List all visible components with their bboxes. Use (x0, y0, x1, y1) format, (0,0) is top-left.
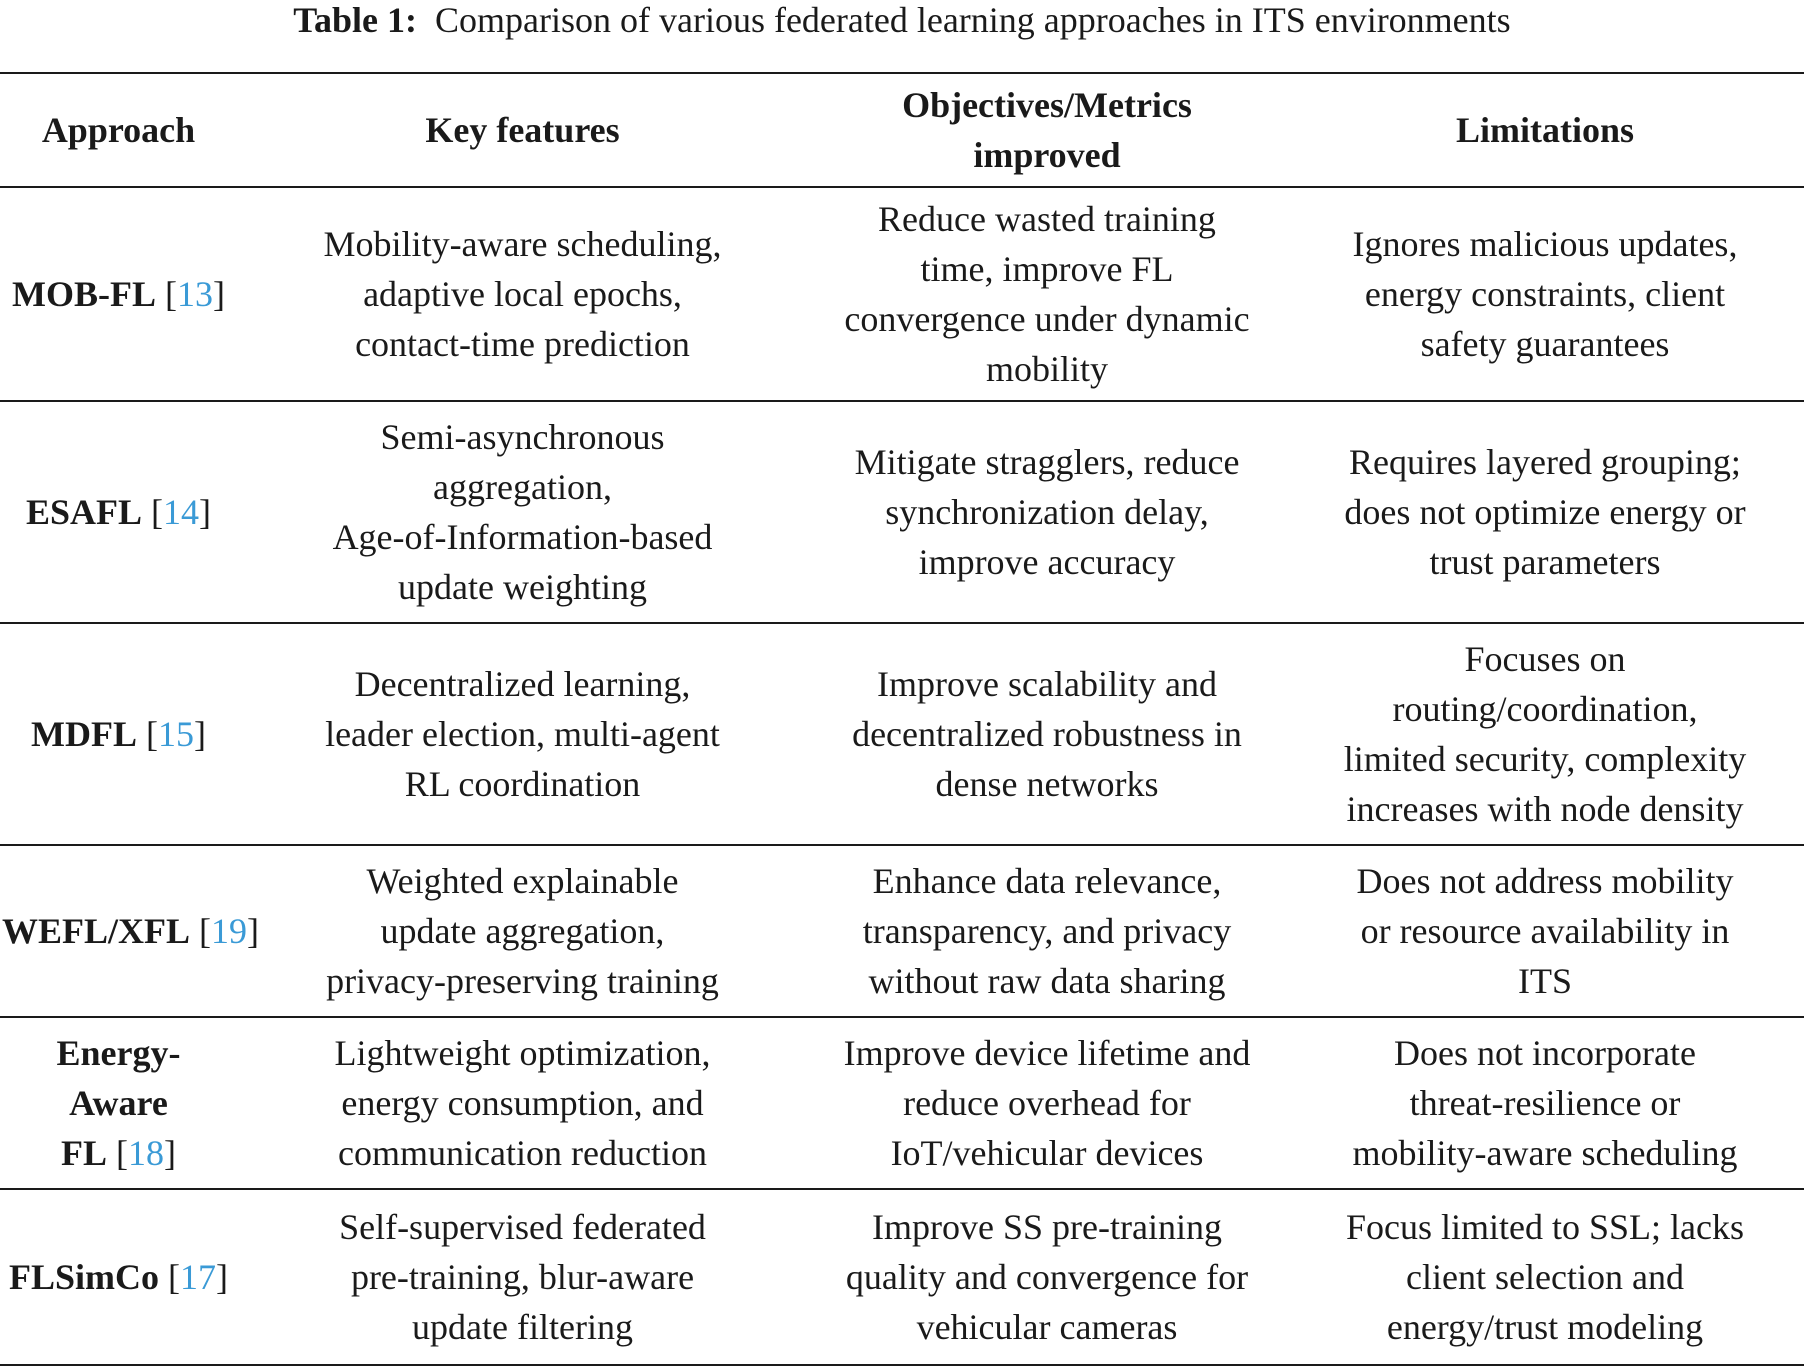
cell-line: Age-of-Information-based (332, 517, 713, 557)
cell-line: adaptive local epochs, (363, 274, 682, 314)
cell-line: RL coordination (404, 764, 641, 804)
header-objectives-line: Objectives/Metrics (902, 85, 1192, 125)
cell-line: contact-time prediction (355, 324, 690, 364)
cell-line: does not optimize energy or (1344, 492, 1746, 532)
approach-line (2, 1078, 235, 1128)
cell-objectives (808, 1189, 1286, 1365)
cell-approach (0, 623, 237, 845)
cell-key-features (237, 1017, 808, 1189)
cell-line: aggregation, (433, 467, 612, 507)
cell-line: ITS (1518, 961, 1572, 1001)
cell-line: trust parameters (1429, 542, 1661, 582)
cell-line: routing/coordination, (1392, 689, 1698, 729)
cell-approach (0, 401, 237, 623)
cell-line: update filtering (412, 1307, 633, 1347)
citation-link[interactable]: 17 (180, 1257, 216, 1297)
cell-line: vehicular cameras (916, 1307, 1178, 1347)
approach-line: WEFL/XFL [19] (2, 911, 260, 951)
approach-line: ESAFL [14] (25, 492, 212, 532)
cell-line: update aggregation, (380, 911, 665, 951)
cell-line: communication reduction (338, 1133, 707, 1173)
approach-line (2, 1028, 235, 1078)
cell-objectives (808, 845, 1286, 1017)
cell-line: Decentralized learning, (354, 664, 691, 704)
header-key-features: Key features (425, 110, 620, 150)
cell-line: increases with node density (1346, 789, 1744, 829)
cell-line: quality and convergence for (845, 1257, 1249, 1297)
table-row (0, 1189, 1804, 1365)
cell-line: energy/trust modeling (1386, 1307, 1704, 1347)
cell-line: Improve scalability and (877, 664, 1217, 704)
approach-line: MOB-FL [13] (12, 274, 225, 314)
cell-approach (0, 1017, 237, 1189)
cell-line: reduce overhead for (903, 1083, 1191, 1123)
cell-line: threat-resilience or (1409, 1083, 1681, 1123)
table-row (0, 401, 1804, 623)
citation-link[interactable]: 18 (128, 1133, 164, 1173)
table-caption (0, 0, 1804, 40)
cell-line: IoT/vehicular devices (890, 1133, 1204, 1173)
cell-line: time, improve FL (920, 249, 1174, 289)
approach-line: FLSimCo [17] (8, 1257, 228, 1297)
cell-line: Does not incorporate (1394, 1033, 1696, 1073)
cell-line: Focus limited to SSL; lacks (1345, 1207, 1744, 1247)
cell-line: client selection and (1406, 1257, 1684, 1297)
cell-objectives (808, 623, 1286, 845)
cell-line: improve accuracy (918, 542, 1176, 582)
citation-link[interactable]: 15 (157, 714, 194, 754)
approach-name: Aware (69, 1083, 168, 1123)
cell-line: convergence under dynamic (844, 299, 1250, 339)
cell-line: Improve SS pre-training (872, 1207, 1222, 1247)
cell-line: safety guarantees (1420, 324, 1670, 364)
cell-objectives (808, 1017, 1286, 1189)
cell-line: energy constraints, client (1364, 274, 1726, 314)
citation-link[interactable]: 13 (176, 274, 213, 314)
cell-line: Reduce wasted training (878, 199, 1216, 239)
table-row (0, 845, 1804, 1017)
cell-line: Weighted explainable (366, 861, 679, 901)
cell-line: without raw data sharing (868, 961, 1226, 1001)
table-caption-label: Table 1: (293, 0, 417, 40)
cell-key-features (237, 401, 808, 623)
cell-limitations (1286, 1017, 1804, 1189)
cell-line: Focuses on (1464, 639, 1626, 679)
table-header-row (0, 73, 1804, 187)
cell-line: mobility-aware scheduling (1352, 1133, 1738, 1173)
cell-key-features (237, 845, 808, 1017)
cell-limitations (1286, 623, 1804, 845)
cell-key-features (237, 1189, 808, 1365)
approach-name: FL (60, 1133, 107, 1173)
cell-line: limited security, complexity (1343, 739, 1747, 779)
cell-line: leader election, multi-agent (325, 714, 720, 754)
cell-line: Enhance data relevance, (872, 861, 1222, 901)
approach-name: Energy- (56, 1033, 181, 1073)
cell-approach (0, 1189, 237, 1365)
header-objectives-line: improved (973, 135, 1121, 175)
citation-link[interactable]: 14 (163, 492, 200, 532)
cell-line: synchronization delay, (885, 492, 1209, 532)
table-row (0, 1017, 1804, 1189)
cell-line: mobility (985, 349, 1108, 389)
cell-line: Ignores malicious updates, (1352, 224, 1738, 264)
approach-line: MDFL [15] (31, 714, 206, 754)
cell-approach (0, 187, 237, 401)
header-approach: Approach (41, 110, 196, 150)
cell-limitations (1286, 401, 1804, 623)
cell-line: Mitigate stragglers, reduce (854, 442, 1240, 482)
cell-limitations (1286, 1189, 1804, 1365)
cell-key-features (237, 623, 808, 845)
comparison-table (0, 72, 1804, 1366)
table-body (0, 187, 1804, 1365)
cell-limitations (1286, 845, 1804, 1017)
cell-line: Lightweight optimization, (334, 1033, 711, 1073)
cell-limitations (1286, 187, 1804, 401)
cell-objectives (808, 187, 1286, 401)
cell-line: dense networks (935, 764, 1159, 804)
approach-name: MOB-FL (12, 274, 156, 314)
cell-line: Mobility-aware scheduling, (323, 224, 722, 264)
cell-line: Does not address mobility (1356, 861, 1734, 901)
cell-line: update weighting (398, 567, 647, 607)
cell-line: or resource availability in (1360, 911, 1730, 951)
cell-line: Semi-asynchronous (380, 417, 665, 457)
cell-line: privacy-preserving training (326, 961, 719, 1001)
cell-line: Improve device lifetime and (843, 1033, 1251, 1073)
cell-line: pre-training, blur-aware (350, 1257, 695, 1297)
header-objectives (808, 73, 1286, 187)
table-row (0, 623, 1804, 845)
header-limitations: Limitations (1455, 110, 1634, 150)
cell-line: energy consumption, and (341, 1083, 704, 1123)
cell-line: Requires layered grouping; (1349, 442, 1741, 482)
citation-link[interactable]: 19 (211, 911, 248, 951)
approach-line: FL [18] (60, 1133, 176, 1173)
cell-line: Self-supervised federated (339, 1207, 706, 1247)
approach-name: MDFL (31, 714, 137, 754)
table-caption-text: Comparison of various federated learning approaches in ITS environments (435, 0, 1511, 40)
cell-objectives (808, 401, 1286, 623)
cell-line: transparency, and privacy (862, 911, 1232, 951)
approach-name: WEFL/XFL (2, 911, 191, 951)
approach-name: ESAFL (25, 492, 143, 532)
cell-approach (0, 845, 260, 1017)
cell-key-features (237, 187, 808, 401)
cell-line: decentralized robustness in (852, 714, 1242, 754)
approach-name: FLSimCo (8, 1257, 159, 1297)
table-row (0, 187, 1804, 401)
